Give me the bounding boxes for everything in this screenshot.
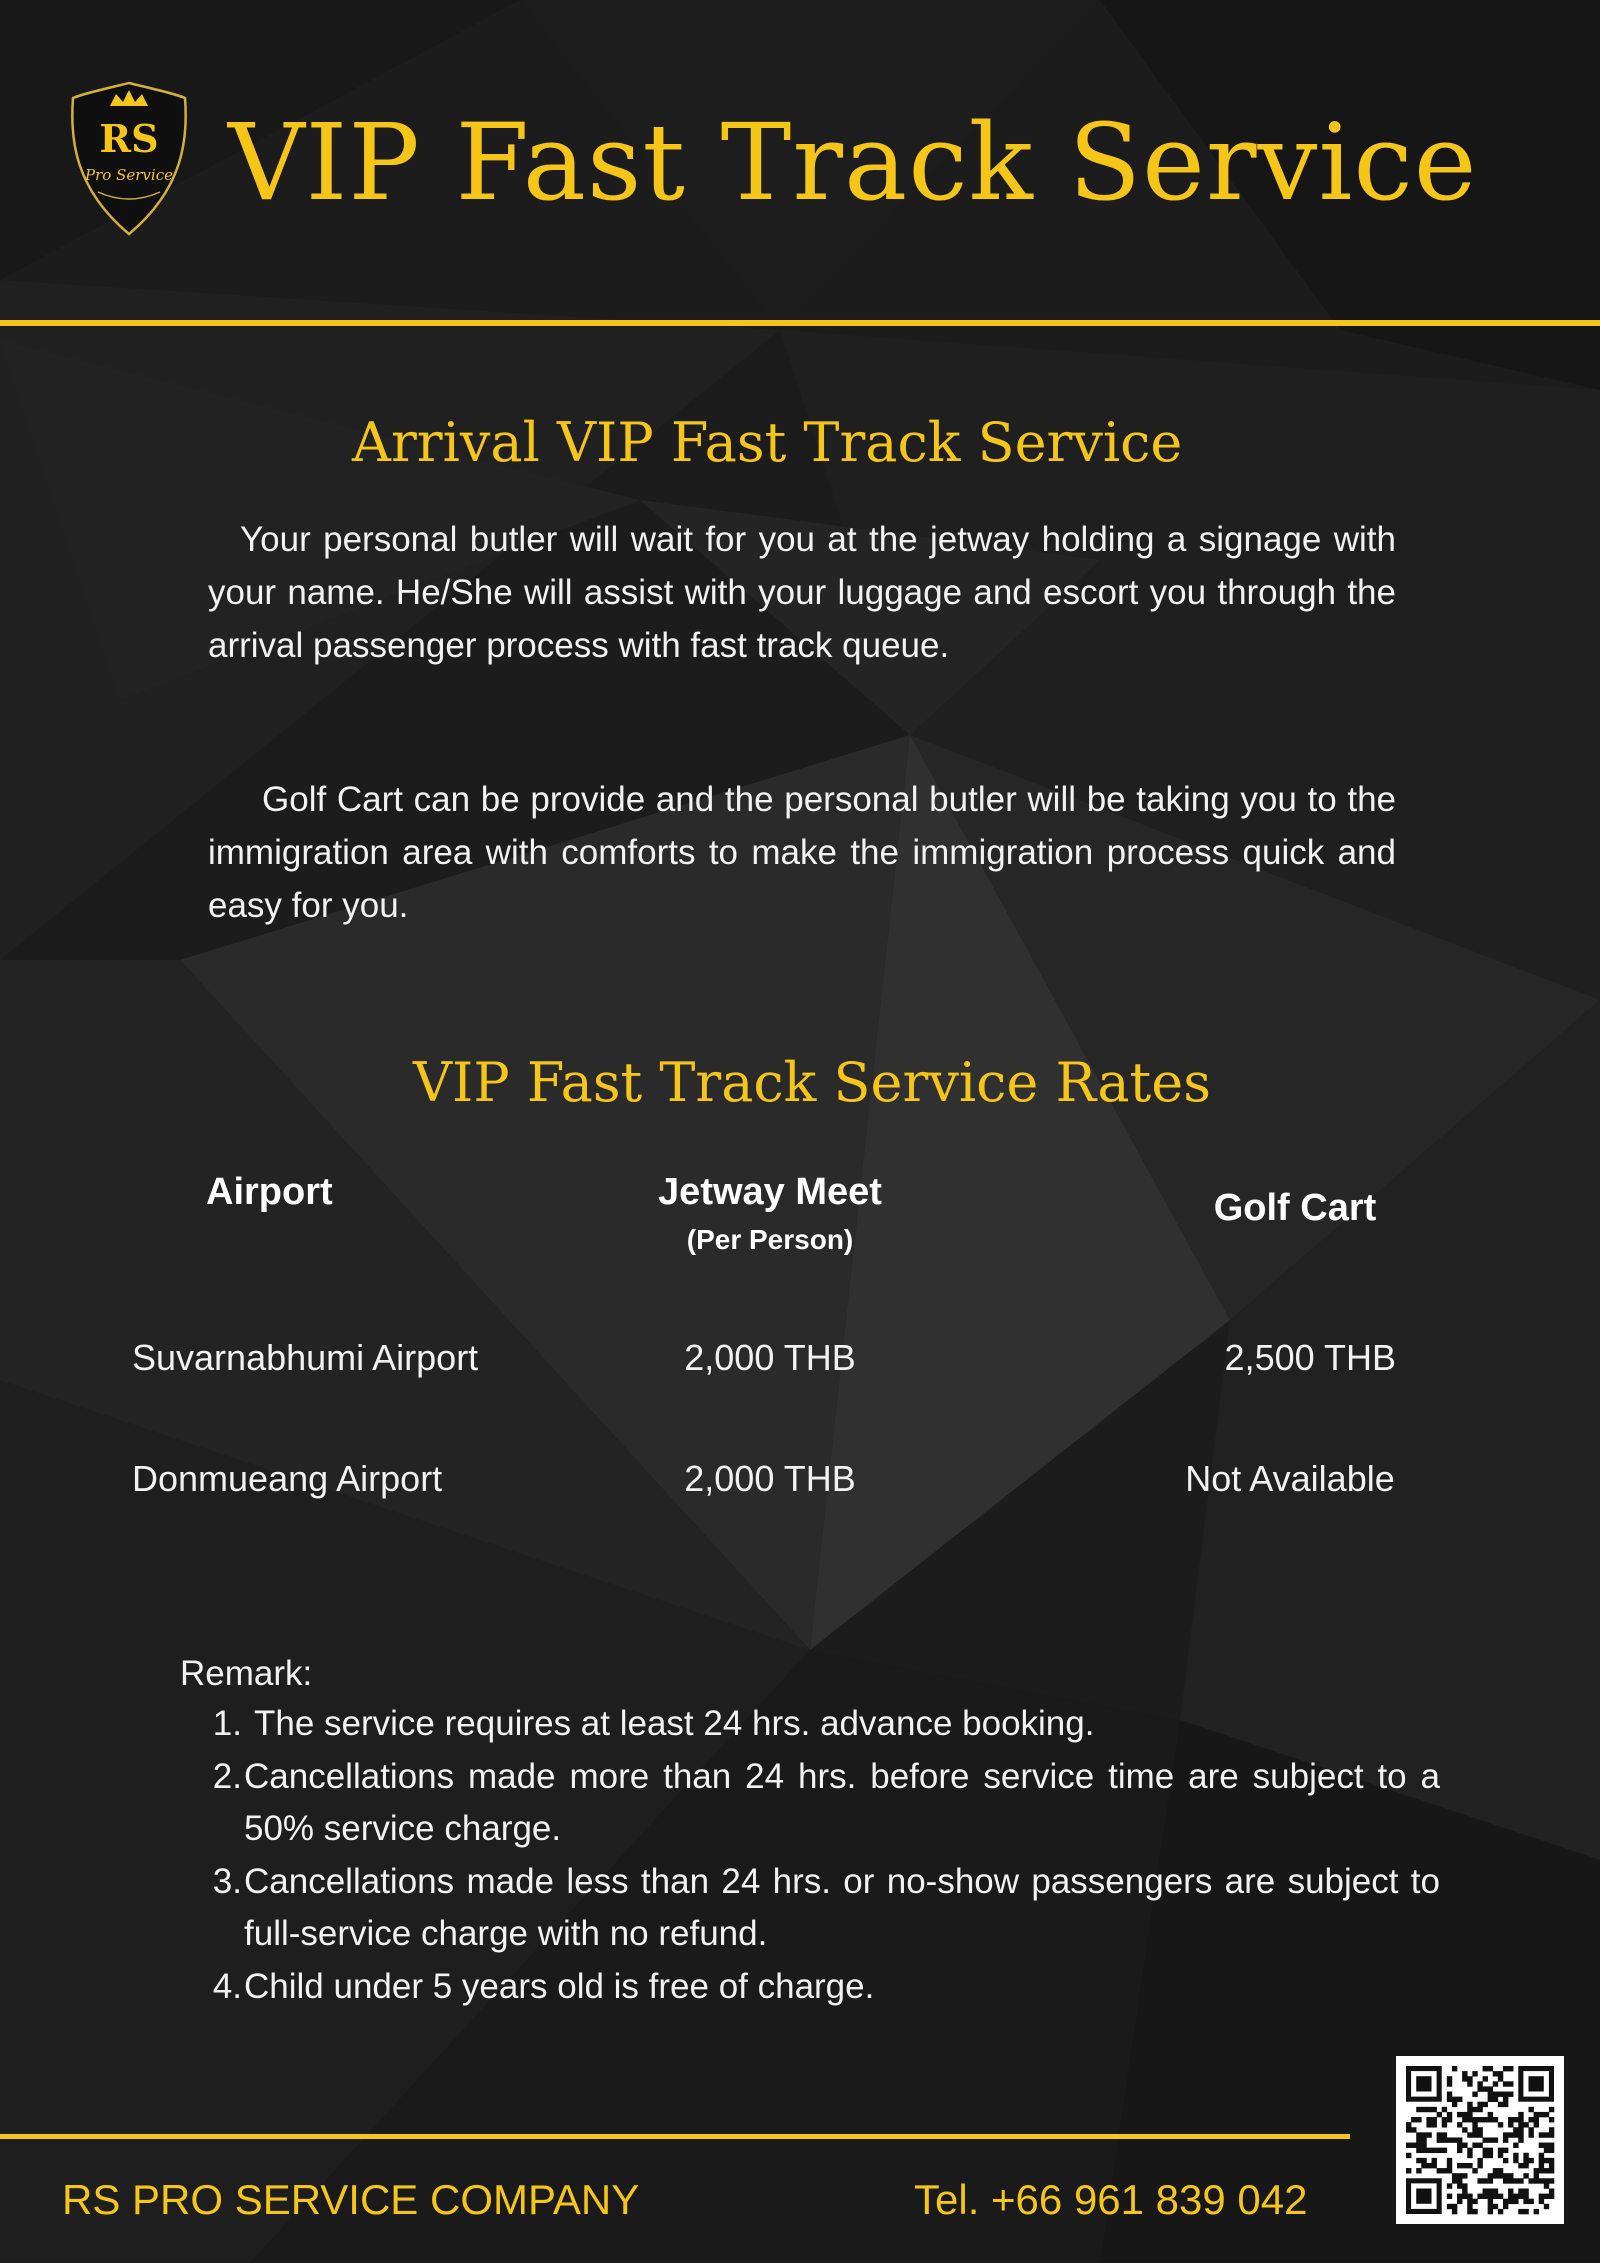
remark-text: The service requires at least 24 hrs. advance booking. bbox=[254, 1704, 1095, 1743]
remark-item bbox=[206, 1751, 1440, 1856]
rates-cell-jetway: 2,000 THB bbox=[684, 1337, 856, 1378]
rates-cell-golf-cart: Not Available bbox=[1185, 1458, 1395, 1499]
rates-section-title: VIP Fast Track Service Rates bbox=[413, 1051, 1211, 1114]
svg-text:Pro Service: Pro Service bbox=[85, 166, 173, 184]
company-name: RS PRO SERVICE COMPANY bbox=[62, 2176, 640, 2223]
rates-cell-jetway: 2,000 THB bbox=[684, 1458, 856, 1499]
rates-cell-airport: Suvarnabhumi Airport bbox=[132, 1337, 479, 1378]
rates-cell-airport: Donmueang Airport bbox=[132, 1458, 443, 1499]
page-title: VIP Fast Track Service bbox=[228, 101, 1478, 224]
rates-header-airport: Airport bbox=[206, 1171, 333, 1213]
remark-text: Child under 5 years old is free of charge. bbox=[244, 1966, 875, 2006]
remark-number: 3. bbox=[212, 1861, 242, 1901]
footer-divider bbox=[0, 2134, 1350, 2139]
remark-number: 4. bbox=[212, 1966, 242, 2006]
remarks-list bbox=[206, 1698, 1440, 2013]
svg-text:RS: RS bbox=[99, 116, 159, 161]
qr-code[interactable] bbox=[1396, 2056, 1564, 2224]
arrival-section-title: Arrival VIP Fast Track Service bbox=[352, 411, 1183, 474]
rates-header-jetway-sub: (Per Person) bbox=[686, 1224, 854, 1255]
remark-text: Cancellations made more than 24 hrs. before service time are subject to a 50% service charge. bbox=[244, 1756, 1440, 1848]
remark-label: Remark: bbox=[180, 1654, 313, 1693]
rates-header-golf-cart: Golf Cart bbox=[1213, 1187, 1377, 1229]
arrival-paragraph-golf-cart: Golf Cart can be provide and the personal butler will be taking you to the immigration area with comforts to make the immigration process quick and easy for you. bbox=[208, 780, 1396, 925]
remark-item bbox=[206, 1698, 1440, 1751]
remark-text: Cancellations made less than 24 hrs. or no-show passengers are subject to full-service charge with no refund. bbox=[244, 1861, 1440, 1953]
arrival-paragraph-butler: Your personal butler will wait for you at the jetway holding a signage with your name. He/She will assist with your luggage and escort you through the arrival passenger process with fast track queue. bbox=[208, 520, 1396, 665]
phone-number: Tel. +66 961 839 042 bbox=[914, 2176, 1308, 2223]
remark-number: 2. bbox=[212, 1756, 242, 1796]
crown-shield-logo bbox=[68, 80, 190, 238]
remark-number: 1. bbox=[212, 1704, 242, 1743]
header-divider bbox=[0, 320, 1600, 326]
rates-header-jetway: Jetway Meet bbox=[658, 1171, 882, 1213]
remark-item bbox=[206, 1961, 1440, 2014]
rates-cell-golf-cart: 2,500 THB bbox=[1224, 1337, 1396, 1378]
remark-item bbox=[206, 1856, 1440, 1961]
